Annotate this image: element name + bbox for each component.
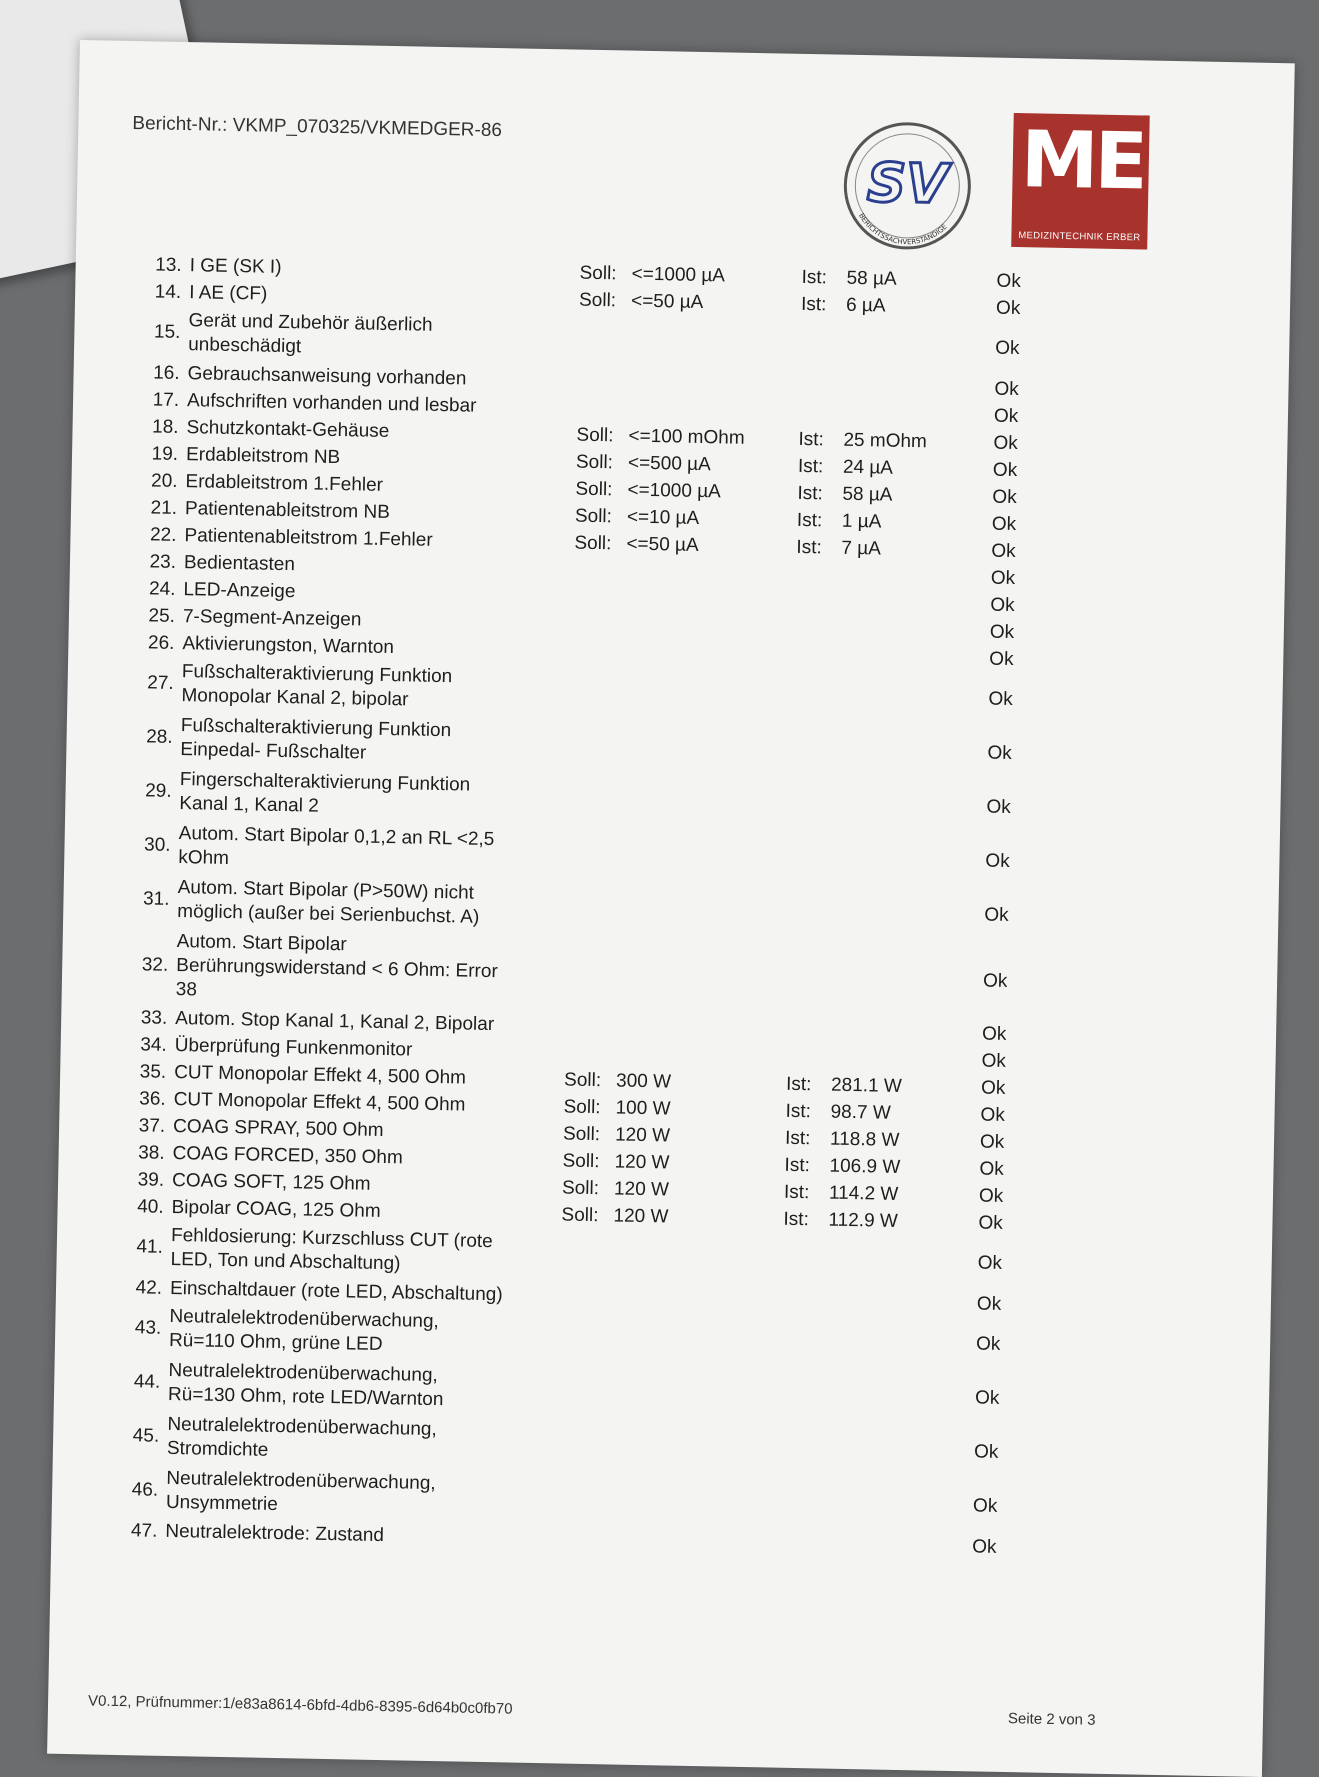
row-number: 17. (152, 388, 180, 411)
row-number: 26. (147, 631, 175, 654)
soll-value: <=10 µA (626, 506, 700, 529)
ist-label: Ist: (800, 293, 827, 315)
row-description: CUT Monopolar Effekt 4, 500 Ohm (173, 1088, 466, 1116)
result-status: Ok (984, 904, 1009, 926)
result-status: Ok (979, 1157, 1004, 1180)
result-status: Ok (982, 970, 1008, 992)
ist-value (832, 1058, 982, 1061)
soll-value (613, 1256, 783, 1259)
ist-label: Ist: (784, 1154, 811, 1176)
soll-value (608, 1499, 778, 1502)
soll-value: 120 W (614, 1123, 671, 1147)
soll-value (630, 342, 800, 345)
soll-label: Soll: (574, 505, 613, 527)
row-description: Neutralelektrodenüberwachung, Rü=110 Ohm, grüne LED (168, 1305, 440, 1356)
row-description: Erdableitstrom 1.Fehler (185, 470, 384, 496)
result-status: Ok (989, 621, 1015, 643)
ist-value: 58 µA (846, 267, 897, 290)
ist-label (780, 1395, 825, 1396)
ist-label (788, 978, 833, 979)
result-status: Ok (981, 1023, 1007, 1045)
soll-label (578, 341, 630, 342)
row-number: 19. (151, 442, 179, 465)
row-description: Neutralelektrodenüberwachung, Unsymmetrie (165, 1467, 436, 1516)
ist-value: 25 mOhm (843, 429, 928, 452)
ist-label (794, 696, 839, 697)
soll-value (611, 1337, 781, 1340)
report-number: Bericht-Nr.: VKMP_070325/VKMEDGER-86 (132, 113, 503, 142)
soll-value (618, 975, 788, 978)
ist-label (787, 1057, 832, 1058)
soll-label (557, 1444, 609, 1445)
ist-label (791, 804, 836, 805)
result-status: Ok (992, 459, 1018, 481)
ist-value: 6 µA (845, 294, 886, 317)
footer-page-number: Seite 2 von 3 (1007, 1710, 1096, 1729)
row-number: 25. (148, 604, 176, 627)
soll-value (625, 625, 795, 628)
row-number: 27. (147, 672, 174, 694)
row-number: 47. (130, 1519, 158, 1542)
row-number: 38. (138, 1141, 165, 1164)
soll-label: Soll: (562, 1149, 600, 1172)
soll-label: Soll: (563, 1068, 602, 1091)
ist-label (790, 858, 835, 859)
ist-label: Ist: (783, 1181, 810, 1203)
soll-label (577, 408, 629, 409)
ist-value (844, 386, 994, 389)
row-description: Bedientasten (183, 551, 296, 575)
row-description: COAG FORCED, 350 Ohm (172, 1142, 403, 1168)
soll-label: Soll: (576, 424, 614, 446)
result-status: Ok (978, 1184, 1004, 1207)
test-results-list (51, 250, 1291, 1566)
result-status: Ok (991, 513, 1017, 535)
row-number: 39. (137, 1168, 165, 1191)
row-description: Erdableitstrom NB (185, 443, 341, 468)
ist-label: Ist: (785, 1100, 812, 1122)
soll-label (558, 1390, 610, 1391)
ist-label (800, 345, 845, 346)
result-status: Ok (987, 742, 1012, 765)
ist-label (787, 1030, 832, 1031)
ist-label: Ist: (796, 536, 822, 558)
result-status: Ok (972, 1495, 998, 1517)
ist-label (782, 1300, 827, 1301)
row-number: 34. (140, 1033, 167, 1056)
row-number: 15. (153, 321, 181, 343)
soll-value: <=100 mOhm (628, 425, 745, 449)
result-status: Ok (980, 1076, 1006, 1099)
result-status: Ok (991, 540, 1016, 562)
ist-value (839, 656, 989, 659)
ist-label: Ist: (797, 482, 823, 504)
row-description: Autom. Stop Kanal 1, Kanal 2, Bipolar (175, 1007, 495, 1035)
row-description: Neutralelektrodenüberwachung, Rü=130 Ohm, rote LED/Warnton (167, 1359, 444, 1411)
soll-label (556, 1498, 608, 1499)
row-number: 13. (155, 253, 182, 276)
soll-value: 120 W (613, 1177, 670, 1201)
ist-value (823, 1504, 973, 1507)
soll-label (561, 1255, 613, 1256)
ist-label (799, 412, 844, 413)
ist-value: 281.1 W (830, 1074, 903, 1097)
soll-label: Soll: (562, 1122, 601, 1145)
ist-label (796, 574, 841, 575)
row-number: 45. (132, 1425, 160, 1447)
row-number: 32. (141, 954, 169, 976)
ist-label: Ist: (797, 455, 824, 477)
result-status: Ok (974, 1387, 1000, 1409)
soll-value (629, 409, 799, 412)
ist-label (794, 655, 839, 656)
result-status: Ok (996, 270, 1022, 292)
footer-version: V0.12, Prüfnummer:1/e83a8614-6bfd-4db6-8395-6d64b0c0fb70 (87, 1692, 513, 1718)
ist-label (783, 1260, 828, 1261)
result-status: Ok (980, 1103, 1006, 1126)
result-status: Ok (977, 1252, 1003, 1274)
row-description: LED-Anzeige (183, 578, 296, 602)
ist-label (778, 1503, 823, 1504)
result-status: Ok (993, 432, 1018, 454)
soll-value (610, 1391, 780, 1394)
ist-value (839, 697, 989, 700)
row-number: 28. (146, 726, 173, 748)
row-description: Neutralelektrodenüberwachung, Stromdichte (166, 1413, 437, 1461)
sv-logo (836, 115, 979, 258)
soll-value (609, 1445, 779, 1448)
result-status: Ok (976, 1292, 1002, 1315)
row-number: 16. (153, 361, 180, 384)
soll-label: Soll: (563, 1095, 601, 1118)
ist-label (795, 601, 840, 602)
soll-value (626, 571, 796, 574)
soll-value: <=50 µA (630, 290, 704, 313)
soll-label (566, 974, 618, 975)
soll-label (572, 692, 624, 693)
row-number: 41. (136, 1236, 164, 1258)
ist-label (800, 385, 845, 386)
soll-value (619, 909, 789, 912)
ist-value (832, 1031, 982, 1034)
ist-label: Ist: (801, 266, 828, 288)
row-number: 33. (140, 1006, 168, 1029)
row-description: CUT Monopolar Effekt 4, 500 Ohm (174, 1061, 467, 1089)
soll-label (567, 908, 619, 909)
soll-value: <=500 µA (627, 452, 711, 475)
row-number: 20. (150, 469, 178, 492)
ist-value (840, 602, 990, 605)
ist-label (793, 750, 838, 751)
result-status: Ok (990, 567, 1016, 589)
row-number: 37. (138, 1114, 166, 1137)
row-number: 43. (134, 1317, 162, 1339)
soll-label: Soll: (575, 451, 614, 473)
result-status: Ok (994, 378, 1019, 400)
ist-value: 58 µA (842, 483, 893, 506)
row-number: 46. (131, 1479, 159, 1501)
ist-value (828, 1261, 978, 1264)
row-description: Patientenableitstrom NB (184, 497, 391, 523)
row-description: Patientenableitstrom 1.Fehler (184, 524, 433, 551)
ist-value: 98.7 W (830, 1101, 891, 1124)
row-number: 24. (148, 577, 176, 600)
ist-label (779, 1449, 824, 1450)
ist-value: 118.8 W (829, 1128, 900, 1151)
ist-value (833, 979, 983, 982)
row-number: 40. (136, 1195, 164, 1218)
row-description: I GE (SK I) (189, 254, 282, 278)
ist-value (845, 346, 995, 349)
me-logo-subtitle: MEDIZINTECHNIK ERBER (1018, 230, 1141, 244)
sv-logo-ring-text: BERICHTSSACHVERSTÄNDIGE (856, 211, 949, 247)
result-status: Ok (990, 594, 1015, 616)
row-description: 7-Segment-Anzeigen (182, 605, 362, 631)
ist-value: 7 µA (841, 537, 882, 559)
result-status: Ok (975, 1333, 1001, 1355)
row-number: 36. (139, 1087, 166, 1110)
row-number: 44. (133, 1371, 161, 1393)
ist-value: 24 µA (842, 456, 894, 479)
soll-value: 300 W (615, 1069, 672, 1093)
soll-value: <=50 µA (626, 533, 699, 556)
ist-value (837, 751, 987, 754)
ist-label: Ist: (783, 1208, 810, 1230)
soll-label: Soll: (574, 532, 612, 554)
soll-label (568, 854, 620, 855)
ist-value (834, 913, 984, 916)
result-status: Ok (993, 405, 1019, 427)
ist-value: 112.9 W (828, 1209, 899, 1232)
result-status: Ok (972, 1535, 997, 1558)
result-status: Ok (995, 337, 1020, 360)
soll-value (621, 801, 791, 804)
soll-label (574, 570, 626, 571)
ist-value (822, 1544, 972, 1547)
row-description: Autom. Start Bipolar Berührungswiderstand < 6 Ohm: Error 38 (175, 931, 498, 1001)
soll-label (570, 800, 622, 801)
row-number: 22. (149, 523, 177, 546)
ist-label: Ist: (784, 1127, 811, 1149)
ist-value (824, 1450, 974, 1453)
ist-label (795, 628, 840, 629)
row-description: Aufschriften vorhanden und lesbar (186, 389, 477, 417)
soll-label: Soll: (561, 1176, 600, 1199)
row-description: Fußschalteraktivierung Funktion Einpedal- Fußschalter (180, 715, 452, 764)
ist-value (826, 1342, 976, 1345)
result-status: Ok (995, 297, 1021, 319)
soll-value (624, 693, 794, 696)
soll-value: 120 W (614, 1150, 670, 1174)
soll-label (559, 1336, 611, 1337)
soll-label (578, 381, 630, 382)
result-status: Ok (989, 648, 1014, 670)
row-number: 35. (139, 1060, 167, 1083)
ist-value (840, 629, 990, 632)
soll-value (617, 1027, 787, 1030)
ist-value (836, 805, 986, 808)
result-status: Ok (985, 850, 1010, 872)
soll-value: 100 W (615, 1096, 671, 1120)
soll-value (624, 652, 794, 655)
soll-value (623, 747, 793, 750)
ist-label (789, 912, 834, 913)
ist-label: Ist: (796, 509, 823, 531)
row-description: Gerät und Zubehör äußerlich unbeschädigt (187, 310, 433, 358)
soll-label (560, 1296, 612, 1297)
result-status: Ok (979, 1130, 1005, 1153)
row-description: Überprüfung Funkenmonitor (174, 1034, 413, 1061)
soll-label: Soll: (575, 478, 613, 500)
ist-label (777, 1543, 822, 1544)
row-number: 30. (143, 834, 171, 856)
row-description: Gebrauchsanweisung vorhanden (187, 362, 467, 389)
me-logo (1011, 113, 1150, 250)
ist-value (841, 575, 991, 578)
row-description: Autom. Start Bipolar 0,1,2 an RL <2,5 kOhm (178, 823, 495, 870)
ist-value (844, 413, 994, 416)
sv-logo-text: SV (866, 151, 949, 216)
row-description: Schutzkontakt-Gehäuse (186, 416, 390, 442)
row-number: 23. (149, 550, 177, 573)
ist-value (827, 1301, 977, 1304)
soll-label (573, 624, 625, 625)
ist-label (781, 1341, 826, 1342)
row-description: Einschaltdauer (rote LED, Abschaltung) (169, 1277, 503, 1305)
soll-label: Soll: (561, 1203, 599, 1226)
row-description: COAG SPRAY, 500 Ohm (172, 1115, 384, 1141)
row-description: Fingerschalteraktivierung Funktion Kanal 1, Kanal 2 (179, 769, 471, 817)
document-page (47, 40, 1295, 1777)
soll-value (620, 855, 790, 858)
row-description: Autom. Start Bipolar (P>50W) nicht möglich (außer bei Serienbuchst. A) (177, 877, 480, 928)
row-number: 42. (135, 1276, 163, 1299)
soll-label (565, 1026, 617, 1027)
result-status: Ok (973, 1441, 999, 1463)
result-status: Ok (978, 1211, 1003, 1234)
row-description: Fehldosierung: Kurzschluss CUT (rote LED, Ton und Abschaltung) (170, 1224, 493, 1275)
soll-value (625, 598, 795, 601)
soll-value: <=1000 µA (627, 479, 722, 502)
result-status: Ok (988, 688, 1013, 711)
soll-label (565, 1053, 617, 1054)
soll-label (571, 746, 623, 747)
soll-value (617, 1054, 787, 1057)
row-number: 14. (154, 280, 182, 303)
ist-value: 1 µA (841, 510, 882, 532)
row-description: Neutralelektrode: Zustand (165, 1520, 385, 1546)
soll-label (573, 597, 625, 598)
result-status: Ok (986, 796, 1011, 819)
soll-value (630, 382, 800, 385)
row-description: COAG SOFT, 125 Ohm (171, 1169, 371, 1195)
soll-label: Soll: (578, 289, 617, 311)
ist-label: Ist: (798, 428, 825, 450)
ist-value (825, 1396, 975, 1399)
ist-label: Ist: (785, 1073, 812, 1095)
row-number: 29. (144, 780, 172, 802)
soll-label (555, 1539, 607, 1540)
ist-value (835, 859, 985, 862)
result-status: Ok (981, 1049, 1007, 1072)
ist-value: 114.2 W (828, 1182, 899, 1205)
row-description: Aktivierungston, Warnton (182, 632, 395, 658)
soll-value: <=1000 µA (631, 263, 726, 286)
soll-value (607, 1540, 777, 1543)
row-number: 21. (150, 496, 178, 519)
soll-label: Soll: (579, 262, 617, 284)
ist-value: 106.9 W (829, 1155, 901, 1178)
row-number: 18. (151, 415, 179, 438)
row-number: 31. (142, 888, 170, 910)
row-description: I AE (CF) (188, 281, 268, 305)
row-description: Bipolar COAG, 125 Ohm (171, 1196, 381, 1222)
me-logo-text: ME (1020, 115, 1145, 208)
result-status: Ok (992, 486, 1017, 508)
soll-value: 120 W (613, 1204, 669, 1228)
row-description: Fußschalteraktivierung Funktion Monopolar Kanal 2, bipolar (181, 661, 453, 711)
soll-label (572, 651, 624, 652)
soll-value (612, 1297, 782, 1300)
